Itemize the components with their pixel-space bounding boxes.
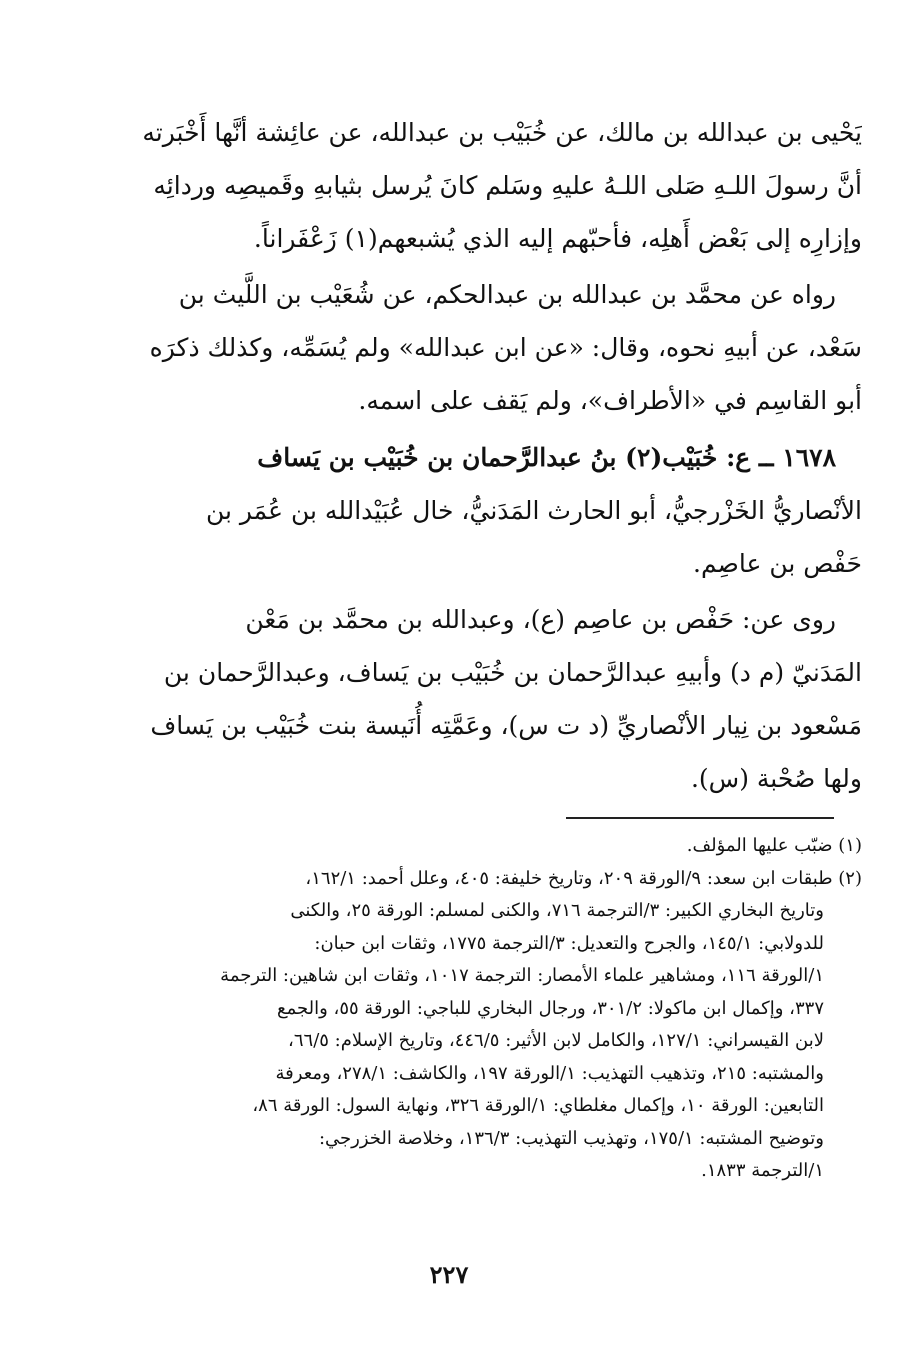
footnote-2-line: لابن القيسراني: ١٢٧/١، والكامل لابن الأثير: ٤٤٦/٥، وتاريخ الإسلام: ٦٦/٥، — [288, 1030, 824, 1051]
text-line: الأنْصاريُّ الخَزْرجيُّ، أبو الحارث المَدَنيُّ، خال عُبَيْدالله بن عُمَر بن — [205, 496, 862, 525]
text-line: أنَّ رسولَ اللـهِ صَلى اللـهُ عليهِ وسَلم كانَ يُرسل بثيابهِ وقَميصِه وردائِه — [153, 171, 862, 200]
footnote-separator — [566, 817, 834, 819]
entry-heading-line: ١٦٧٨ ــ ع: خُبَيْب(٢) بنُ عبدالرَّحمان بن خُبَيْب بن يَساف — [257, 443, 836, 472]
paragraph-narrated-from — [135, 593, 862, 805]
text-line: المَدَنيّ (م د) وأبيهِ عبدالرَّحمان بن خُبَيْب بن يَساف، وعبدالرَّحمان بن — [163, 658, 862, 687]
footnote-2-line: (٢) طبقات ابن سعد: ٩/الورقة ٢٠٩، وتاريخ خليفة: ٤٠٥، وعلل أحمد: ١٦٢/١، — [305, 867, 862, 889]
text-line: وإزارِه إلى بَعْض أَهلِه، فأحبّهم إليه الذي يُشبعهم(١) زَعْفَراناً. — [253, 224, 862, 253]
text-line: رواه عن محمَّد بن عبدالله بن عبدالحكم، عن شُعَيْب بن اللَّيث بن — [178, 280, 836, 309]
text-line: أبو القاسِم في «الأطراف»، ولم يَقف على اسمه. — [358, 386, 862, 415]
text-line: ولها صُحْبة (س). — [690, 764, 862, 793]
footnotes — [135, 830, 862, 1188]
text-line: حَفْص بن عاصِم. — [693, 549, 862, 578]
footnote-2-line: للدولابي: ١٤٥/١، والجرح والتعديل: ٣/الترجمة ١٧٧٥، وثقات ابن حبان: — [314, 932, 824, 954]
text-line: يَحْيى بن عبدالله بن مالك، عن خُبَيْب بن عبدالله، عن عائِشة أنَّها أَخْبَرته — [142, 118, 862, 147]
footnote-2-line: وتاريخ البخاري الكبير: ٣/الترجمة ٧١٦، والكنى لمسلم: الورقة ٢٥، والكنى — [290, 900, 824, 921]
footnote-2-line: ١/الورقة ١١٦، ومشاهير علماء الأمصار: الترجمة ١٠١٧، وثقات ابن شاهين: الترجمة — [220, 965, 824, 986]
footnote-2-line: والمشتبه: ٢١٥، وتذهيب التهذيب: ١/الورقة ١٩٧، والكاشف: ٢٧٨/١، ومعرفة — [275, 1062, 824, 1084]
paragraph-biography-entry — [135, 431, 862, 590]
text-line: سَعْد، عن أبيهِ نحوه، وقال: «عن ابن عبدالله» ولم يُسَمِّه، وكذلك ذكرَه — [149, 333, 862, 362]
text-line: روى عن: حَفْص بن عاصِم (ع)، وعبدالله بن محمَّد بن مَعْن — [245, 605, 836, 634]
footnote-2-line: التابعين: الورقة ١٠، وإكمال مغلطاي: ١/الورقة ٣٢٦، ونهاية السول: الورقة ٨٦، — [252, 1095, 824, 1116]
paragraph-hadith-text — [135, 106, 862, 265]
footnote-1: (١) ضبّب عليها المؤلف. — [686, 835, 862, 856]
footnote-2-line: ٣٣٧، وإكمال ابن ماكولا: ٣٠١/٢، ورجال البخاري للباجي: الورقة ٥٥، والجمع — [277, 997, 824, 1019]
footnote-2-line: وتوضيح المشتبه: ١٧٥/١، وتهذيب التهذيب: ١٣٦/٣، وخلاصة الخزرجي: — [318, 1127, 824, 1149]
text-line: مَسْعود بن نِيار الأنْصاريِّ (د ت س)، وعَمَّتِه أُنَيسة بنت خُبَيْب بن يَساف — [150, 711, 862, 740]
page-number: ٢٢٧ — [429, 1260, 469, 1289]
paragraph-narration — [135, 268, 862, 427]
footnote-2-line: ١/الترجمة ١٨٣٣. — [701, 1160, 824, 1181]
